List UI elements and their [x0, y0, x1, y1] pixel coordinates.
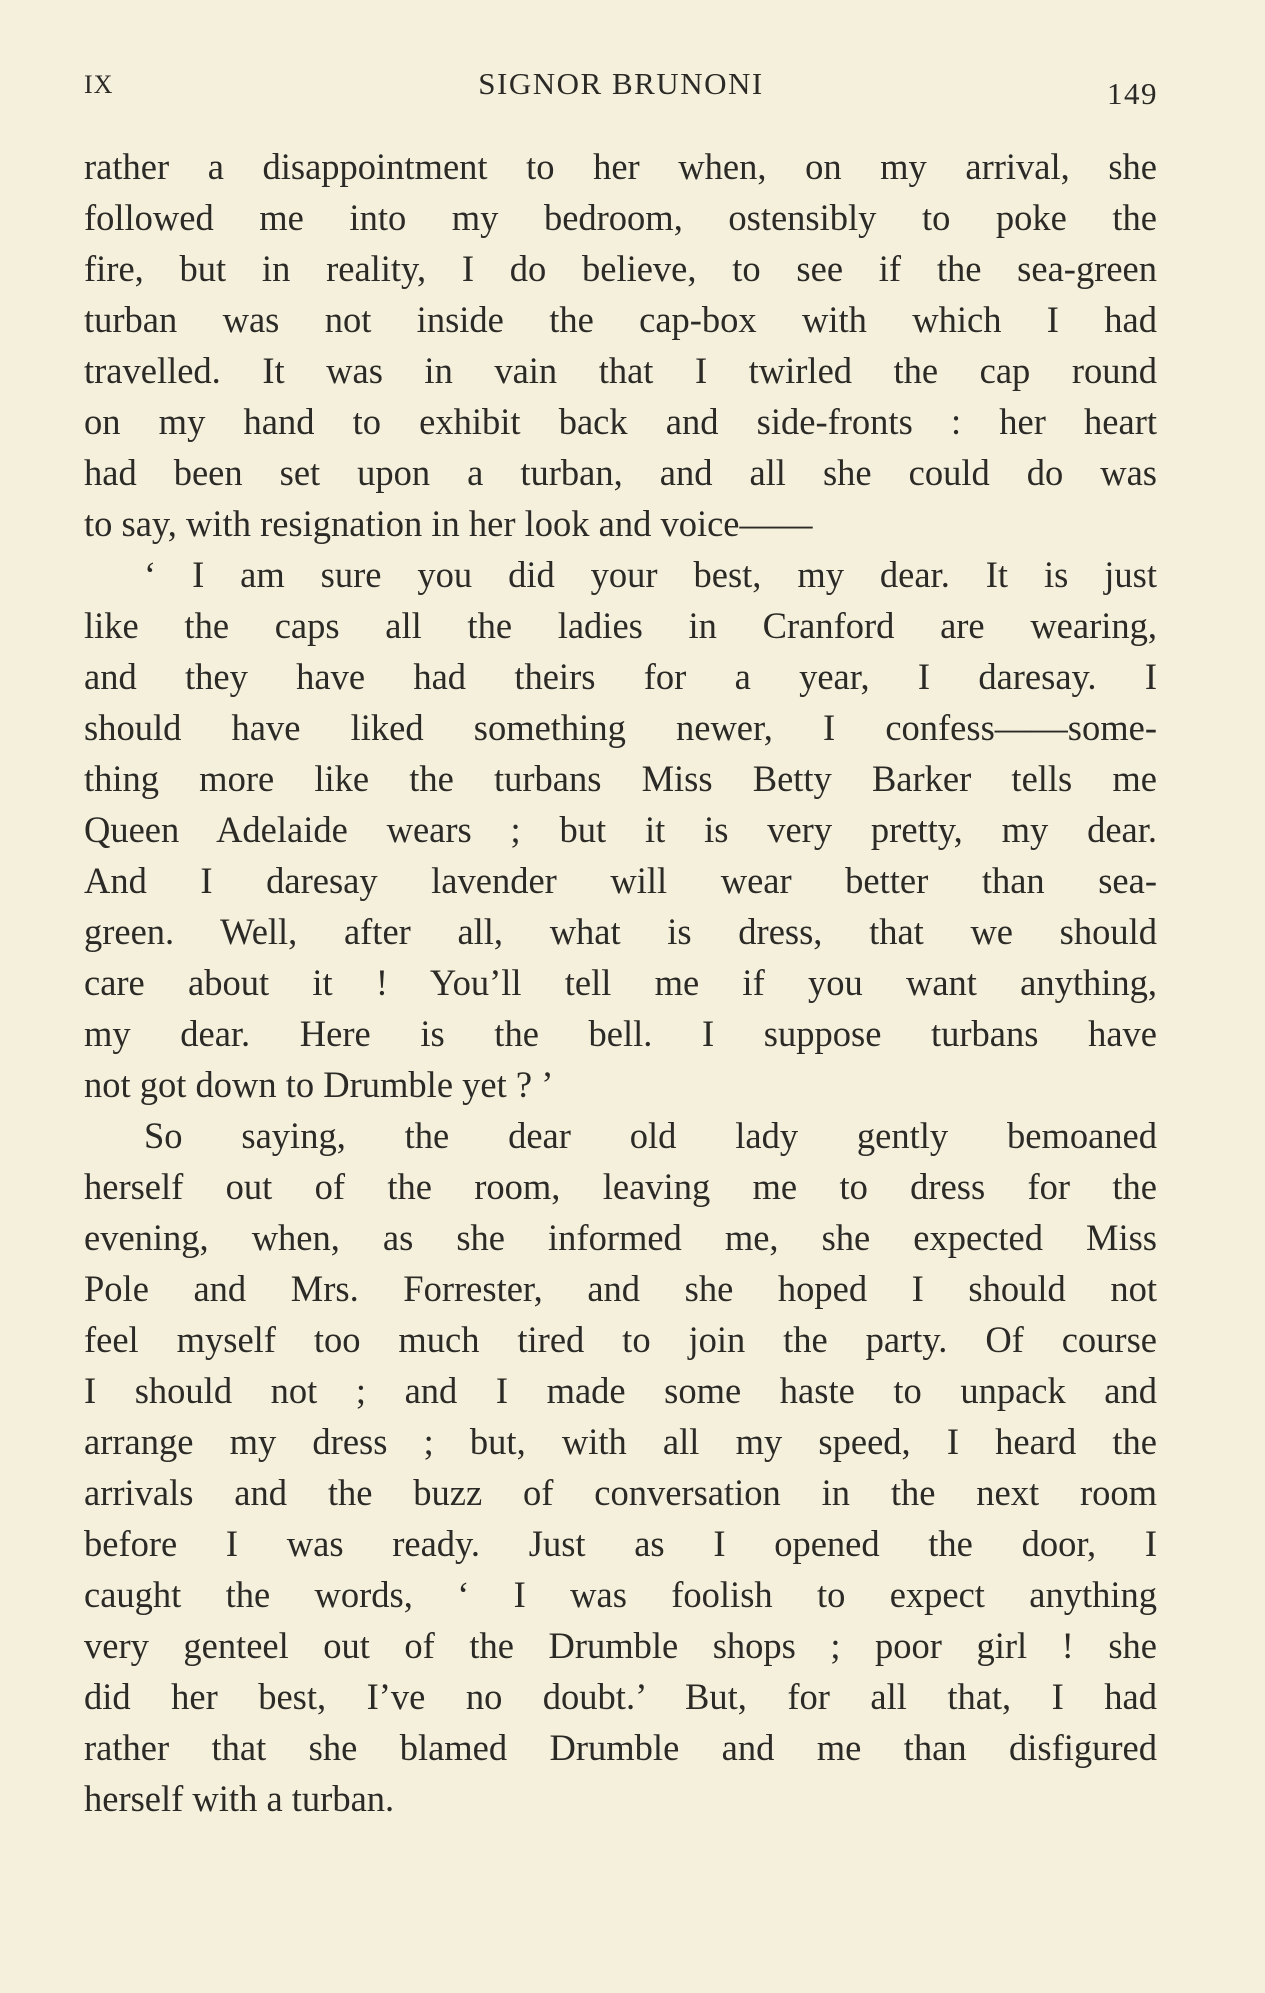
text-line: very genteel out of the Drumble shops ; poor girl ! she [84, 1625, 1157, 1666]
text-line: thing more like the turbans Miss Betty Barker tells me [84, 758, 1157, 799]
text-line: had been set upon a turban, and all she could do was [84, 452, 1157, 493]
text-line: to say, with resignation in her look and voice—— [84, 503, 813, 544]
page-number: 149 [1107, 76, 1158, 111]
running-head [84, 66, 1158, 111]
text-line: travelled. It was in vain that I twirled the cap round [84, 350, 1157, 391]
text-line: Queen Adelaide wears ; but it is very pretty, my dear. [84, 809, 1157, 850]
text-line: on my hand to exhibit back and side-fronts : her heart [84, 401, 1157, 442]
text-line: did her best, I’ve no doubt.’ But, for all that, I had [84, 1676, 1157, 1717]
body-text [84, 141, 1157, 1824]
text-line: followed me into my bedroom, ostensibly to poke the [84, 197, 1157, 238]
text-line: arrange my dress ; but, with all my speed, I heard the [84, 1421, 1157, 1462]
text-line: green. Well, after all, what is dress, that we should [84, 911, 1157, 952]
text-line: And I daresay lavender will wear better than sea- [84, 860, 1157, 901]
chapter-number: IX [84, 70, 114, 99]
text-line: feel myself too much tired to join the party. Of course [84, 1319, 1157, 1360]
text-line: arrivals and the buzz of conversation in the next room [84, 1472, 1157, 1513]
text-line: rather that she blamed Drumble and me than disfigured [84, 1727, 1157, 1768]
text-line: should have liked something newer, I confess——some- [84, 707, 1157, 748]
text-line: Pole and Mrs. Forrester, and she hoped I should not [84, 1268, 1157, 1309]
running-title: SIGNOR BRUNONI [478, 66, 764, 101]
text-line: I should not ; and I made some haste to unpack and [84, 1370, 1157, 1411]
text-line: fire, but in reality, I do believe, to see if the sea-green [84, 248, 1157, 289]
text-line: herself with a turban. [84, 1778, 395, 1819]
text-line: caught the words, ‘ I was foolish to expect anything [84, 1574, 1157, 1615]
text-line: ‘ I am sure you did your best, my dear. It is just [144, 554, 1157, 595]
text-line: before I was ready. Just as I opened the door, I [84, 1523, 1157, 1564]
text-line: and they have had theirs for a year, I daresay. I [84, 656, 1157, 697]
text-line: care about it ! You’ll tell me if you want anything, [84, 962, 1157, 1003]
text-line: my dear. Here is the bell. I suppose turbans have [84, 1013, 1157, 1054]
text-line: rather a disappointment to her when, on my arrival, she [84, 146, 1157, 187]
text-line: evening, when, as she informed me, she expected Miss [84, 1217, 1157, 1258]
text-line: not got down to Drumble yet ? ’ [84, 1064, 554, 1105]
text-line: herself out of the room, leaving me to dress for the [84, 1166, 1157, 1207]
text-line: So saying, the dear old lady gently bemoaned [144, 1115, 1157, 1156]
text-line: like the caps all the ladies in Cranford are wearing, [84, 605, 1157, 646]
text-line: turban was not inside the cap-box with which I had [84, 299, 1157, 340]
